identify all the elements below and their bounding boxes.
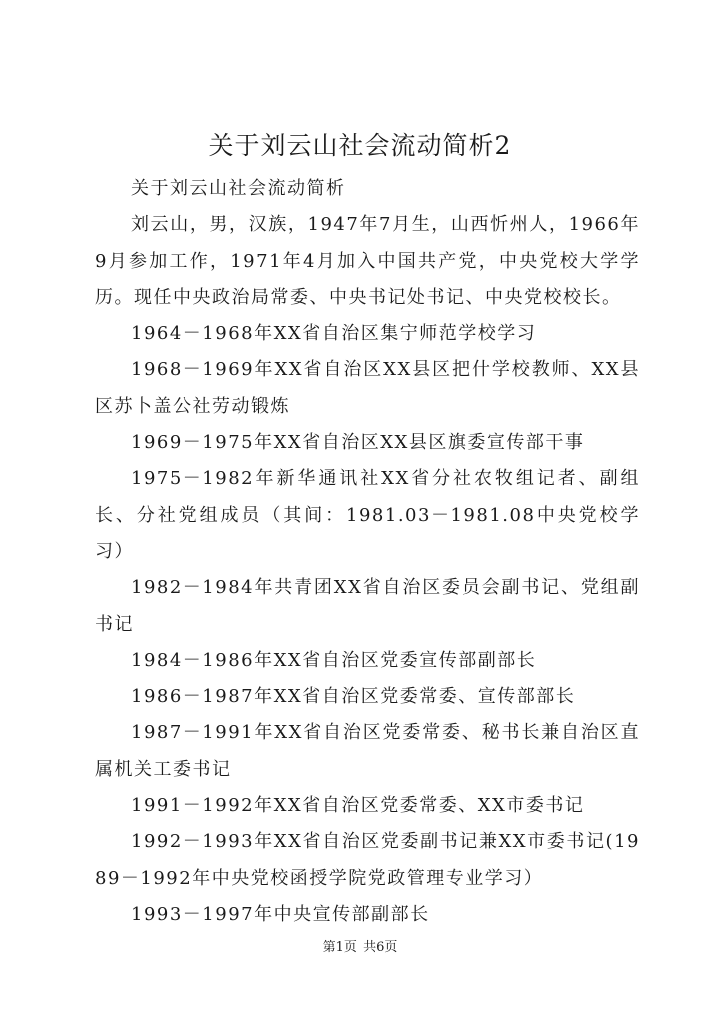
paragraph: 关于刘云山社会流动简析 [131, 178, 346, 199]
document-title: 关于刘云山社会流动简析2 [208, 131, 512, 160]
paragraph: 1984－1986年XX省自治区党委宣传部副部长 [131, 649, 537, 671]
paragraph: 1975－1982年新华通讯社XX省分社农牧组记者、副组长、分社党组成员（其间：1981.03－1981.08中央党校学习） [95, 468, 640, 562]
paragraph: 1993－1997年中央宣传部副部长 [131, 903, 430, 925]
paragraph: 刘云山，男，汉族，1947年7月生，山西忻州人，1966年9月参加工作，1971年4月加入中国共产党，中央党校大学学历。现任中央政治局常委、中央书记处书记、中央党校校长。 [95, 214, 640, 308]
document-body [95, 171, 640, 933]
page-footer [0, 938, 720, 958]
paragraph: 1969－1975年XX省自治区XX县区旗委宣传部干事 [131, 432, 585, 454]
paragraph: 1992－1993年XX省自治区党委副书记兼XX市委书记(1989－1992年中央党校函授学院党政管理专业学习） [95, 831, 640, 889]
paragraph: 1986－1987年XX省自治区党委常委、宣传部部长 [131, 686, 576, 708]
paragraph: 1968－1969年XX省自治区XX县区把什学校教师、XX县区苏卜盖公社劳动锻炼 [95, 359, 640, 417]
paragraph: 1987－1991年XX省自治区党委常委、秘书长兼自治区直属机关工委书记 [95, 722, 640, 780]
page-number: 第1页 [322, 940, 357, 955]
page-total: 共6页 [363, 940, 398, 955]
paragraph: 1991－1992年XX省自治区党委常委、XX市委书记 [131, 795, 585, 817]
paragraph: 1982－1984年共青团XX省自治区委员会副书记、党组副书记 [95, 577, 640, 635]
paragraph: 1964－1968年XX省自治区集宁师范学校学习 [131, 323, 537, 345]
